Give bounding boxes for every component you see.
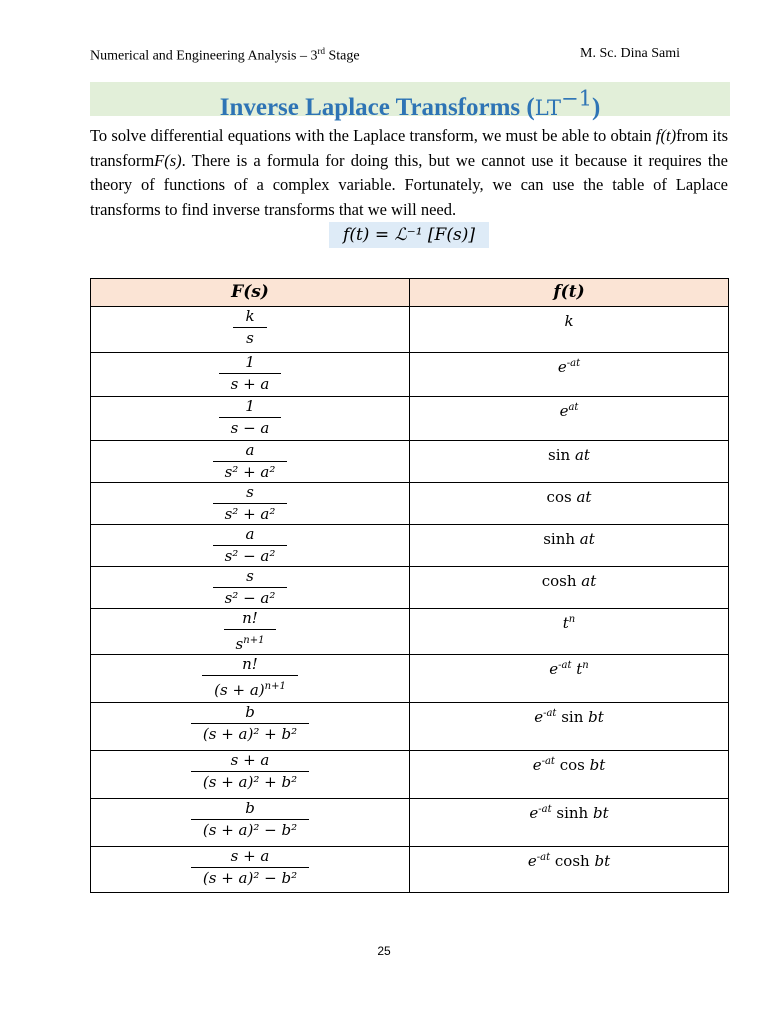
header-left (90, 46, 360, 65)
fraction (191, 703, 309, 743)
inverse-formula: f(t) = ℒ⁻¹ [F(s)] (329, 222, 489, 248)
ft-value: sinh at (543, 530, 595, 548)
Fs-cell (91, 703, 410, 751)
fraction (191, 847, 309, 887)
fraction (224, 609, 277, 653)
Fs-cell (91, 609, 410, 655)
numerator: n! (242, 655, 258, 673)
ft-cell (410, 799, 729, 847)
ft-cell (410, 397, 729, 441)
table-row (91, 799, 729, 847)
ft-cell (410, 609, 729, 655)
table-row (91, 397, 729, 441)
ft-value: cos at (546, 488, 592, 506)
denominator: s² + a² (213, 503, 288, 523)
numerator: s (246, 483, 254, 501)
denominator: (s + a)² − b² (191, 819, 309, 839)
ft-cell (410, 703, 729, 751)
ft-cell (410, 353, 729, 397)
numerator: s + a (230, 751, 270, 769)
numerator: s (246, 567, 254, 585)
ft-value: $e^{-at}$ (557, 358, 581, 376)
intro-paragraph (90, 124, 728, 223)
table-row (91, 567, 729, 609)
title-close: ) (591, 94, 601, 122)
denominator: s − a (219, 417, 282, 437)
header-ft: f(t) (410, 279, 729, 307)
table-row (91, 353, 729, 397)
ft-cell (410, 483, 729, 525)
ft-cell (410, 525, 729, 567)
fraction (191, 751, 309, 791)
header-stage: Stage (324, 48, 360, 64)
fraction (191, 799, 309, 839)
numerator: n! (242, 609, 258, 627)
ft-value: cosh at (541, 572, 597, 590)
denominator: s² − a² (213, 587, 288, 607)
Fs-cell (91, 567, 410, 609)
intro-part-3: . There is a formula for doing this, but we cannot use it because it requires the theory of functions of a complex variable. Fortunately, we can use the table of Laplace transforms to find inverse transforms that we will need. (90, 150, 728, 220)
table-row (91, 655, 729, 703)
fraction (219, 397, 282, 437)
header-Fs: F(s) (91, 279, 410, 307)
table-row (91, 525, 729, 567)
ft-value: $e^{-at}$ cosh bt (527, 852, 611, 870)
ft-value: $e^{-at}$ $t^n$ (549, 660, 589, 678)
fraction (213, 525, 288, 565)
denominator: s + a (219, 373, 282, 393)
Fs-cell (91, 525, 410, 567)
intro-ft: f(t) (655, 126, 677, 145)
ft-value: k (564, 312, 574, 330)
fraction (213, 567, 288, 607)
ft-cell (410, 751, 729, 799)
fraction (202, 655, 298, 699)
table-row (91, 483, 729, 525)
Fs-cell (91, 847, 410, 893)
numerator: b (245, 799, 255, 817)
intro-Fs: F(s) (154, 150, 182, 170)
numerator: b (245, 703, 255, 721)
ft-value: $e^{at}$ (559, 402, 579, 420)
ft-cell (410, 655, 729, 703)
denominator: (s + a)² + b² (191, 723, 309, 743)
table-row (91, 847, 729, 893)
table-header-row (91, 279, 729, 307)
header-course: Numerical and Engineering Analysis – 3 (90, 48, 318, 64)
numerator: 1 (245, 353, 255, 371)
table-row (91, 609, 729, 655)
numerator: a (245, 441, 255, 459)
table-row (91, 703, 729, 751)
denominator: $s^{n+1}$ (224, 629, 277, 653)
denominator: $(s + a)^{n+1}$ (202, 675, 298, 699)
Fs-cell (91, 483, 410, 525)
page-number: 25 (377, 944, 391, 958)
ft-value: $t^n$ (562, 614, 576, 632)
numerator: a (245, 525, 255, 543)
fraction (233, 307, 266, 347)
numerator: 1 (245, 397, 255, 415)
Fs-cell (91, 799, 410, 847)
table-row (91, 307, 729, 353)
denominator: s² − a² (213, 545, 288, 565)
ft-cell (410, 567, 729, 609)
numerator: k (245, 307, 255, 325)
ft-cell (410, 847, 729, 893)
Fs-cell (91, 397, 410, 441)
page-title (219, 87, 601, 122)
denominator: (s + a)² + b² (191, 771, 309, 791)
title-sup: −1 (560, 87, 592, 111)
header-author: M. Sc. Dina Sami (580, 46, 680, 61)
title-band (90, 82, 730, 122)
table-body (91, 307, 729, 893)
Fs-cell (91, 751, 410, 799)
Fs-cell (91, 655, 410, 703)
header-sup: rd (317, 46, 325, 56)
fraction (213, 441, 288, 481)
ft-value: $e^{-at}$ cos bt (532, 756, 606, 774)
fraction (213, 483, 288, 523)
ft-value: $e^{-at}$ sin bt (534, 708, 604, 726)
Fs-cell (91, 307, 410, 353)
numerator: s + a (230, 847, 270, 865)
denominator: s² + a² (213, 461, 288, 481)
title-math: LT (534, 96, 561, 121)
laplace-table (90, 278, 729, 893)
fraction (219, 353, 282, 393)
ft-value: $e^{-at}$ sinh bt (529, 804, 609, 822)
ft-cell (410, 441, 729, 483)
intro-part-1: To solve differential equations with the Laplace transform, we must be able to obtain (90, 126, 656, 145)
denominator: s (233, 327, 266, 347)
ft-value: sin at (548, 446, 590, 464)
denominator: (s + a)² − b² (191, 867, 309, 887)
intro-part-2: from its transform (90, 126, 728, 170)
Fs-cell (91, 441, 410, 483)
Fs-cell (91, 353, 410, 397)
table-row (91, 441, 729, 483)
table-row (91, 751, 729, 799)
ft-cell (410, 307, 729, 353)
title-text: Inverse Laplace Transforms ( (219, 94, 535, 122)
